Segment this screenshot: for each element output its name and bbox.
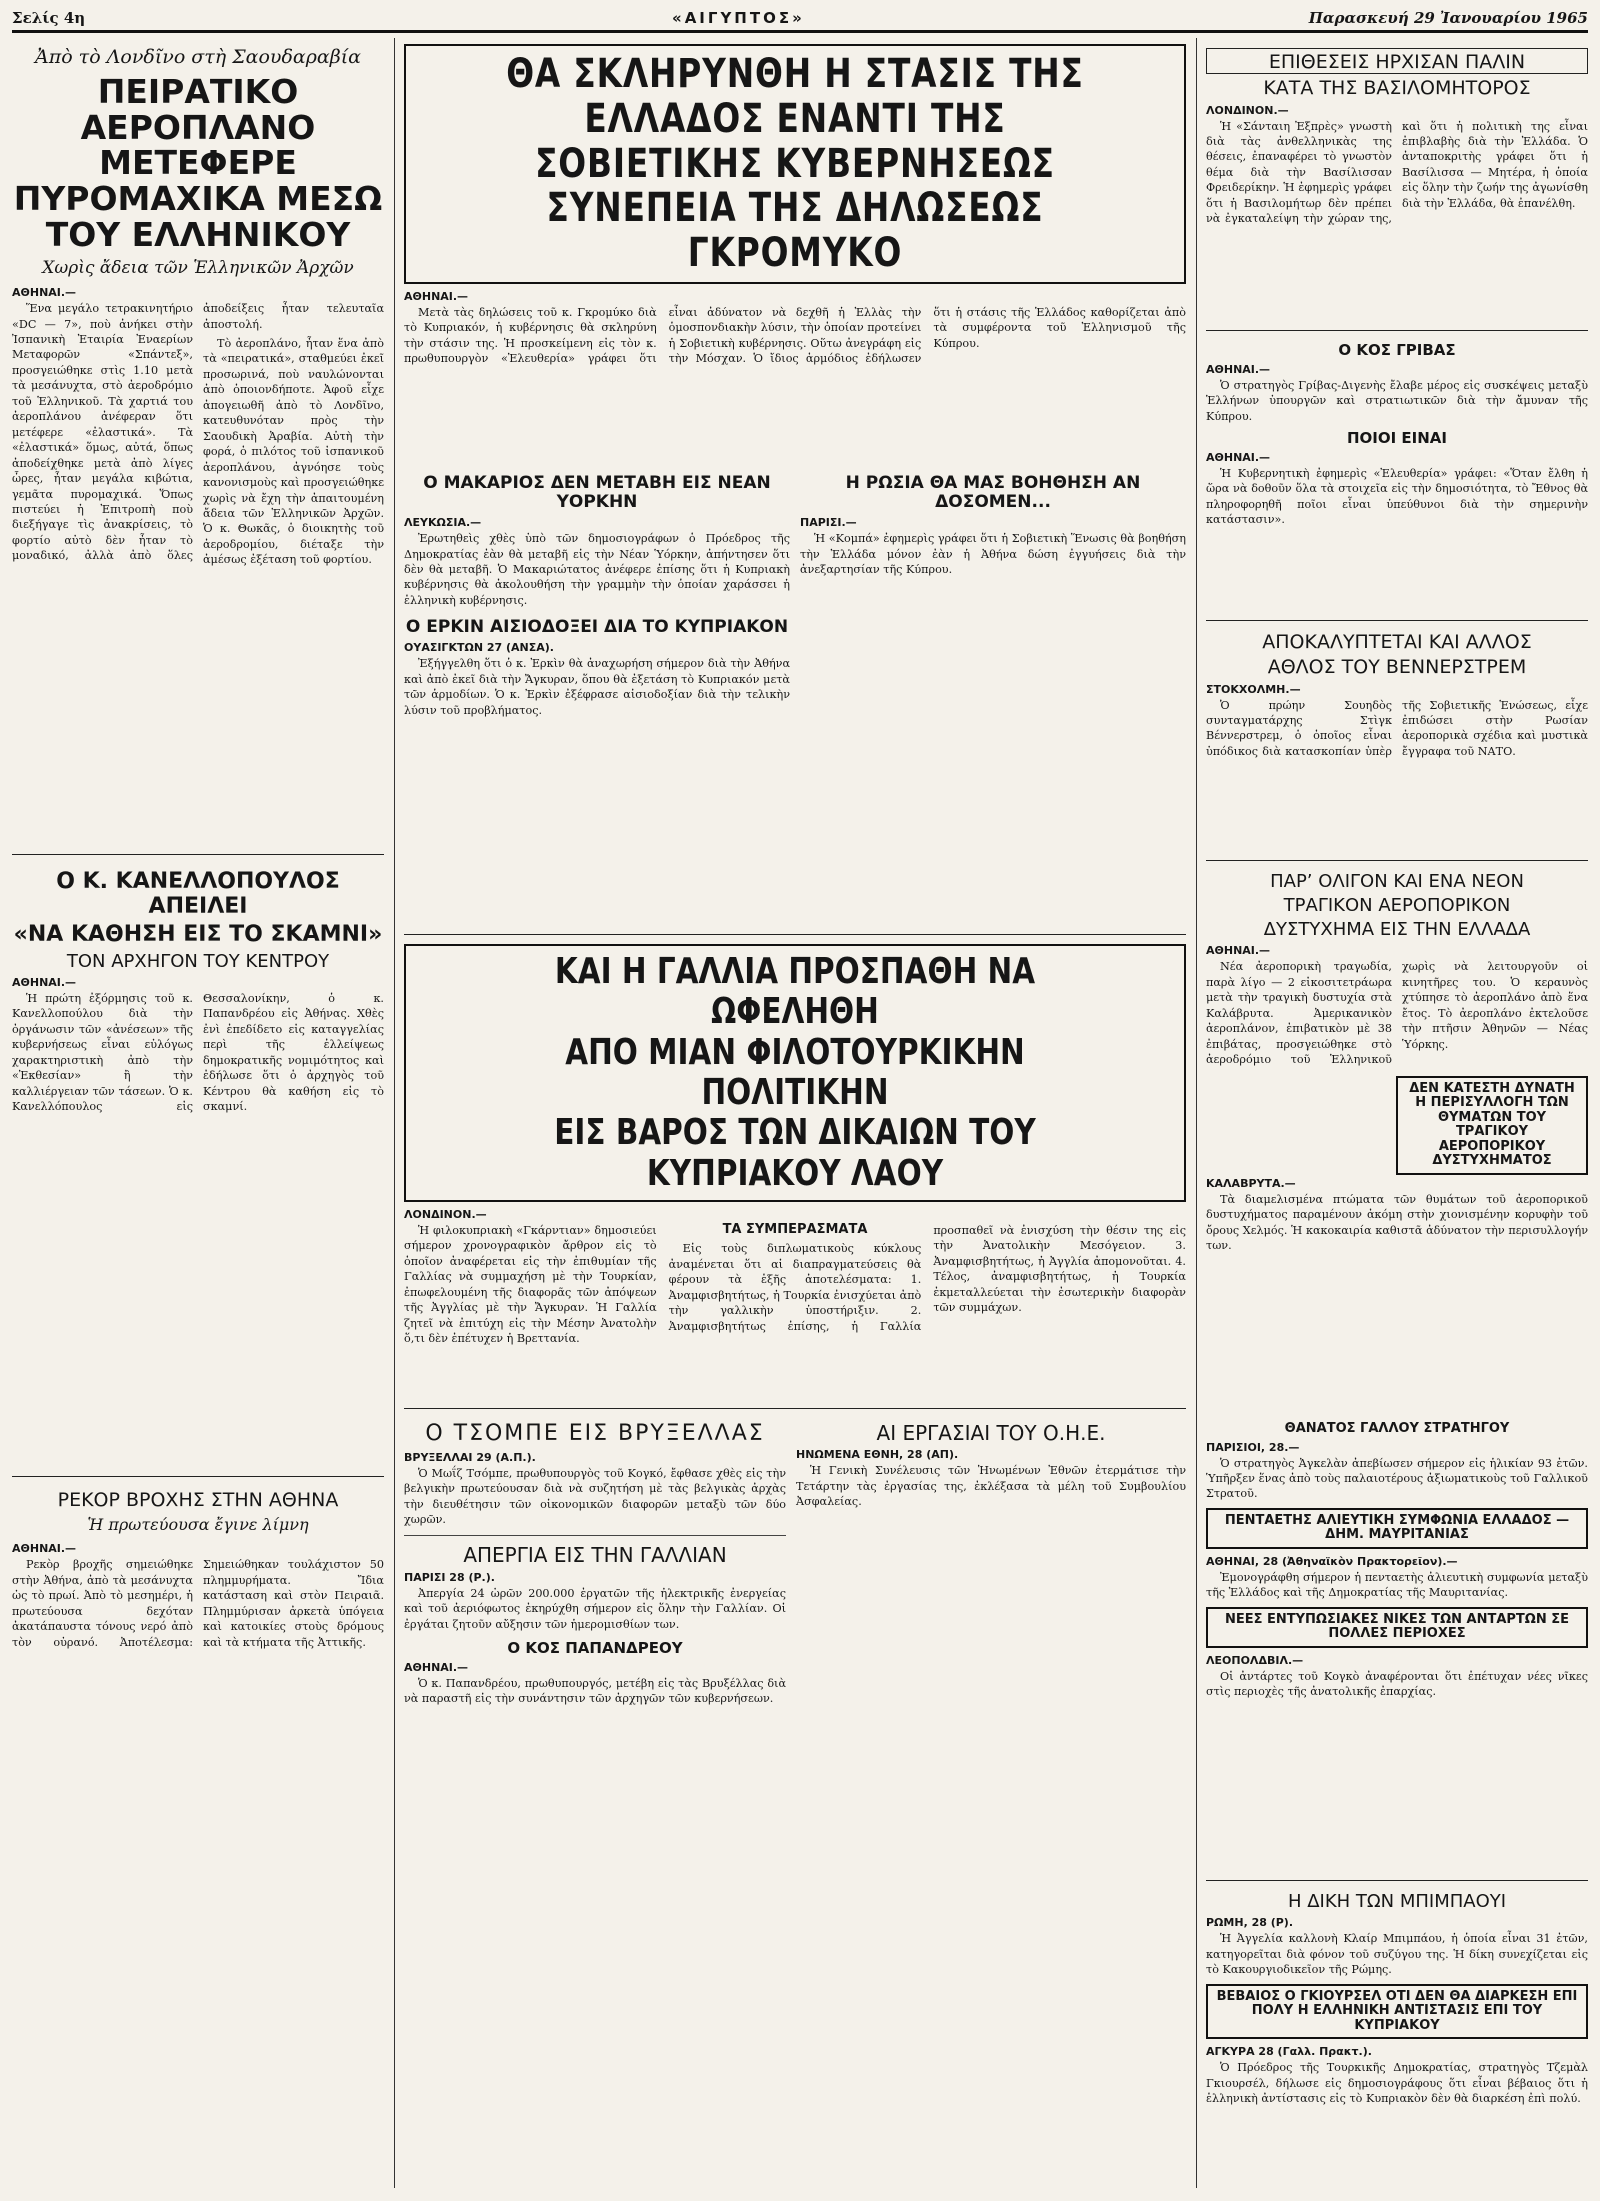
article-tshombe	[404, 1418, 786, 1711]
article-dateline: ΑΘΗΝΑΙ.—	[12, 286, 77, 300]
article-body	[796, 1463, 1186, 1509]
article-headline: Ο ΜΑΚΑΡΙΟΣ ΔΕΝ ΜΕΤΑΒΗ ΕΙΣ ΝΕΑΝ ΥΟΡΚΗΝ	[423, 473, 771, 513]
article-headline: ΠΟΙΟΙ ΕΙΝΑΙ	[1346, 429, 1447, 448]
article-body	[404, 1676, 786, 1707]
article-body	[404, 1466, 786, 1528]
article-rain-record	[12, 1486, 384, 1652]
article-paragraph: Ἡ Ἀγγελία καλλονὴ Κλαίρ Μπιμπάου, ἡ ὁποία εἶναι 31 ἐτῶν, κατηγορεῖται διὰ φόνον τοῦ συζύγου της. Ἡ δίκη συνεχίζεται εἰς τὸ Κακουργιοδικεῖον τῆς Ρώμης.	[1206, 1932, 1588, 1977]
article-paragraph: Ἡ Κυβερνητικὴ ἐφημερὶς «Ἐλευθερία» γράφει: «Ὅταν ἔλθη ἡ ὥρα νὰ δοθοῦν ὅλα τὰ στοιχεῖα εἰς τὴν δημοσιότητα, τὸ Ἔθνος θὰ πληροφορηθῆ ποῖοι εἶναι ὑπεύθυνοι διὰ τὴν σημερινὴν κατάστασιν».	[1206, 466, 1588, 527]
divider	[404, 1535, 786, 1536]
article-makarios	[404, 470, 790, 722]
article-headline: Η ΡΩΣΙΑ ΘΑ ΜΑΣ ΒΟΗΘΗΣΗ ΑΝ ΔΟΣΟΜΕΝ...	[845, 473, 1141, 513]
article-headline: Ο ΚΟΣ ΠΑΠΑΝΔΡΕΟΥ	[507, 1639, 683, 1658]
article-paragraph: Ὁ στρατηγὸς Γρίβας-Διγενὴς ἔλαβε μέρος εἰς συσκέψεις μεταξὺ Ἑλλήνων ὑπουργῶν καὶ στρατιωτικῶν διὰ τὴν ἄμυναν τῆς Κύπρου.	[1206, 378, 1588, 423]
article-body	[404, 1586, 786, 1632]
article-body	[1206, 1931, 1588, 1977]
article-near-crash	[1206, 868, 1588, 1258]
article-paragraph: Ἀπεργία 24 ὡρῶν 200.000 ἐργατῶν τῆς ἠλεκτρικῆς ἐνεργείας καὶ τοῦ ἀεριόφωτος ἐκηρύχθη σήμερον εἰς ὅλην τὴν Γαλλίαν. Οἱ ἐργάται ζητοῦν αὔξησιν τῶν ἡμερομισθίων των.	[404, 1586, 786, 1631]
masthead	[12, 6, 1588, 33]
article-dateline: ΑΘΗΝΑΙ.—	[12, 976, 77, 990]
article-headline: ΡΕΚΟΡ ΒΡΟΧΗΣ ΣΤΗΝ ΑΘΗΝΑ	[57, 1489, 339, 1511]
article-dateline: ΣΤΟΚΧΟΛΜΗ.—	[1206, 682, 1301, 696]
article-russia-help	[800, 470, 1186, 581]
article-paragraph: Νέα ἀεροπορικὴ τραγωδία, παρὰ λίγο — 2 εἰκοσιτετράωρα μετὰ τὴν τραγικὴ δυστυχία στὰ Καλάβρυτα. Ἀμερικανικὸν ἀεροπλάνον, ἐπιβατικὸν μὲ 38 ἐπιβάτας, προσγειώθηκε στὸ ἀεροδρόμιο τοῦ Ἑλληνικοῦ χωρὶς νὰ λειτουργοῦν οἱ κινητῆρες του. Ὁ κεραυνὸς χτύπησε τὸ ἀεροπλάνο ἀπὸ ἕνα ἔτος. Τὸ ἀεροπλάνο ἐκτελοῦσε τὴν πτῆσιν Ἀθηνῶν — Νέας Ὑόρκης.	[1206, 960, 1588, 1067]
article-dateline: ΠΑΡΙΣΙΟΙ, 28.—	[1206, 1440, 1300, 1454]
article-paragraph: Ρεκὸρ βροχῆς σημειώθηκε στὴν Ἀθήνα, ἀπὸ τὰ μεσάνυχτα ὡς τὸ πρωί. Ἀπὸ τὸ μεσημέρι, ἡ πρωτεύουσα δεχόταν ἀκατάπαυστα τόνους νερό ἀπὸ τὸν οὐρανό. Ἀποτέλεσμα: Σημειώθηκαν τουλάχιστον 50 πλημμυρήματα. Ἴδια κατάσταση καὶ στὸν Πειραιᾶ. Πλημμύρισαν ἀρκετὰ ὑπόγεια καὶ κατοικίες στοὺς δρόμους καὶ τὰ κτήματα τῆς Ἀττικῆς.	[12, 1558, 384, 1649]
article-dateline: ΠΑΡΙΣΙ.—	[800, 516, 857, 530]
article-headline: ΘΑΝΑΤΟΣ ΓΑΛΛΟΥ ΣΤΡΑΤΗΓΟΥ	[1284, 1421, 1510, 1436]
article-grivas	[1206, 338, 1588, 532]
article-paragraph: Τὸ ἀεροπλάνο, ἦταν ἕνα ἀπὸ τὰ «πειρατικά», σταθμεύει ἐκεῖ προσωρινά, ποὺ ναυλώνονται ἀπὸ ὁποιονδήποτε. Ἀφοῦ εἶχε ἀπογειωθῆ ἀπὸ τὸ Λονδῖνο, κατευθυνόταν πρὸς τὴν Σαουδικὴ Ἀραβία. Αὐτὴ τὴν φορά, ὁ πιλότος τοῦ ἰσπανικοῦ ἀεροπλάνου, ἀγνόησε τοὺς κανονισμοὺς καὶ προσγειώθηκε χωρὶς νὰ ἔχη τὴν ἀπαιτουμένη ἄδεια τῶν Ἑλληνικῶν Ἀρχῶν. Ὁ κ. Θωκᾶς, ὁ διοικητὴς τοῦ ἀεροδρομίου, διέταξε τὴν ἀμέσως ἐξέταση τοῦ φορτίου.	[203, 337, 384, 567]
article-headline: Ο ΚΟΣ ΓΡΙΒΑΣ	[1338, 341, 1456, 359]
article-paragraph: Ἕνα μεγάλο τετρακινητήριο «DC — 7», ποὺ ἀνήκει στὴν Ἰσπανικὴ Ἑταιρία Ἐναερίων Μεταφορῶν «Σπάντεξ», προσγειώθηκε στὶς 1.10 μετὰ τὰ μεσάνυχτα, στὸ ἀεροδρόμιο τοῦ Ἑλληνικοῦ. Τὰ χαρτιά του ἀεροπλάνου ἀνέφεραν ὅτι μετέφερε «ἐλαστικά». Τὰ «ἐλαστικά» ὅμως, αὐτά, ὅπως ἀποδείχθηκε μετὰ ἀπὸ λίγες ὧρες, ἦταν μεγάλα κιβώτια, γεμᾶτα πυρομαχικά. Ὅπως πιστεύει ἡ Ἐπιτροπὴ ποὺ διεξήγαγε τὶς ἀνακρίσεις, τὸ φορτίο αὐτὸ δὲν ἦταν τὸ μοναδικό, ἀλλὰ ἀπὸ ὅλες ἀποδείξεις ἦταν τελευταῖα ἀποστολή.	[12, 302, 384, 563]
article-paragraph: Ἡ πρώτη ἐξόρμησις τοῦ κ. Κανελλοπούλου διὰ τὴν ὀργάνωσιν τῶν «ἀνέσεων» τῆς κυβερνήσεως εἶναι εὐλόγως χαρακτηριστικὴ ἀπὸ τὴν «Ἐκθεσίαν» ἢ τὴν καλλιέργειαν τῶν τάσεων. Ὁ κ. Κανελλόπουλος εἰς Θεσσαλονίκην, ὁ κ. Παπανδρέου εἰς Ἀθήνας. Χθὲς ἐνὶ ἐπεδίδετο εἰς καταγγελίας περὶ τῆς ἐλλείψεως δημοκρατικῆς νομιμότητος καὶ ἐδήλωσε ὅτι ὁ ἀρχηγὸς τοῦ Κέντρου θὰ καθήση εἰς τὸ σκαμνί.	[12, 992, 384, 1114]
article-headline: Ο ΤΣΟΜΠΕ ΕΙΣ ΒΡΥΞΕΛΛΑΣ	[425, 1421, 765, 1446]
headline-box	[404, 44, 1186, 284]
article-headline: ΑΠΕΡΓΙΑ ΕΙΣ ΤΗΝ ΓΑΛΛΙΑΝ	[463, 1543, 727, 1568]
article-dateline: ΠΑΡΙΣΙ 28 (Ρ.).	[404, 1570, 495, 1584]
article-headline: ΠΑΡ’ ΟΛΙΓΟΝ ΚΑΙ ΕΝΑ ΝΕΟΝ	[1270, 871, 1524, 892]
article-body	[404, 656, 790, 718]
article-headline: ΑΙ ΕΡΓΑΣΙΑΙ ΤΟΥ Ο.Η.Ε.	[876, 1421, 1106, 1445]
article-bimbau-trial	[1206, 1888, 1588, 2111]
article-body	[800, 531, 1186, 577]
section-divider	[404, 934, 1186, 935]
article-headline: ΕΙΣ ΒΑΡΟΣ ΤΩΝ ΔΙΚΑΙΩΝ ΤΟΥ ΚΥΠΡΙΑΚΟΥ ΛΑΟΥ	[554, 1112, 1036, 1194]
article-headline: ΠΕΙΡΑΤΙΚΟ ΑΕΡΟΠΛΑΝΟ ΜΕΤΕΦΕΡΕ ΠΥΡΟΜΑΧΙΚΑ ΜΕΣΩ ΤΟΥ ΕΛΛΗΝΙΚΟΥ	[13, 72, 383, 254]
article-body	[1206, 1570, 1588, 1601]
article-dateline: ΒΡΥΞΕΛΛΑΙ 29 (Α.Π.).	[404, 1450, 536, 1464]
article-dateline: ΑΘΗΝΑΙ.—	[12, 1542, 77, 1556]
article-headline: ΘΑ ΣΚΛΗΡΥΝΘΗ Η ΣΤΑΣΙΣ ΤΗΣ ΕΛΛΑΔΟΣ ΕΝΑΝΤΙ ΤΗΣ ΣΟΒΙΕΤΙΚΗΣ ΚΥΒΕΡΝΗΣΕΩΣ ΣΥΝΕΠΕΙΑ ΤΗΣ ΔΗΛΩΣΕΩΣ ΓΚΡΟΜΥΚΟ	[506, 51, 1084, 277]
article-dateline: ΡΩΜΗ, 28 (Ρ).	[1206, 1916, 1294, 1930]
article-paragraph: Οἱ ἀντάρτες τοῦ Κογκὸ ἀναφέρονται ὅτι ἐπέτυχαν νέες νῖκες στὶς περιοχὲς τῆς ἀνατολικῆς ἐπαρχίας.	[1206, 1670, 1588, 1699]
article-dateline: ΛΕΥΚΩΣΙΑ.—	[404, 516, 482, 530]
article-headline: ΑΠΟΚΑΛΥΠΤΕΤΑΙ ΚΑΙ ΑΛΛΟΣ	[1262, 631, 1532, 653]
article-subheadline: Χωρὶς ἄδεια τῶν Ἑλληνικῶν Ἀρχῶν	[42, 258, 354, 279]
article-body	[404, 531, 790, 608]
column-rule	[394, 38, 395, 2188]
article-kanellopoulos	[12, 866, 384, 1117]
article-headline: ΤΡΑΓΙΚΟΝ ΑΕΡΟΠΟΡΙΚΟΝ	[1283, 895, 1511, 917]
issue-date: Παρασκευή 29 Ἰανουαρίου 1965	[1308, 9, 1588, 27]
article-headline: Ο Κ. ΚΑΝΕΛΛΟΠΟΥΛΟΣ ΑΠΕΙΛΕΙ	[56, 869, 340, 919]
article-headline: ΑΠΟ ΜΙΑΝ ΦΙΛΟΤΟΥΡΚΙΚΗΝ ΠΟΛΙΤΙΚΗΝ	[565, 1031, 1025, 1113]
article-paragraph: Ὁ Μωΐζ Τσόμπε, πρωθυπουργὸς τοῦ Κογκό, ἔφθασε χθὲς εἰς τὴν βελγικὴν πρωτεύουσαν διὰ νὰ συζητήση μὲ τὰς βελγικὰς ἀρχὰς τὴν διευθέτησιν τῶν οἰκονομικῶν διαφορῶν μεταξὺ τῶν δύο χωρῶν.	[404, 1466, 786, 1526]
article-body	[12, 301, 384, 568]
article-pirate-plane	[12, 46, 384, 568]
headline-box	[1396, 1076, 1588, 1175]
article-paragraph: Μετὰ τὰς δηλώσεις τοῦ κ. Γκρομύκο διὰ τὸ Κυπριακόν, ἡ κυβέρνησις θὰ σκληρύνη τὴν στάσιν της. Ἡ προσκείμενη εἰς τὸν κ. πρωθυπουργὸν «Ἐλευθερία» γράφει ὅτι εἶναι ἀδύνατον νὰ δεχθῆ ἡ Ἑλλὰς τὴν ὁμοσπονδιακὴν λύσιν, τὴν ὁποίαν προτείνει ἡ Σοβιετικὴ κυβέρνησις. Οὕτω ἀνεγράφη εἰς τὴν Μόσχαν. Ὁ ἴδιος ἁρμόδιος ἐδήλωσεν ὅτι ἡ στάσις τῆς Ἑλλάδος καθορίζεται ἀπὸ τὰ συμφέροντα τοῦ Ἑλληνισμοῦ τῆς Κύπρου.	[404, 305, 1186, 366]
article-headline: ΠΕΝΤΑΕΤΗΣ ΑΛΙΕΥΤΙΚΗ ΣΥΜΦΩΝΙΑ ΕΛΛΑΔΟΣ — ΔΗΜ. ΜΑΥΡΙΤΑΝΙΑΣ	[1224, 1512, 1570, 1543]
article-body	[404, 305, 1186, 367]
article-headline: ΑΘΛΟΣ ΤΟΥ ΒΕΝΝΕΡΣΤΡΕΜ	[1267, 656, 1527, 679]
section-divider	[12, 854, 384, 855]
article-headline: ΕΠΙΘΕΣΕΙΣ ΗΡΧΙΣΑΝ ΠΑΛΙΝ	[1206, 48, 1588, 74]
article-dateline: ΛΟΝΔΙΝΟΝ.—	[404, 1207, 487, 1221]
article-paragraph: Τὰ διαμελισμένα πτώματα τῶν θυμάτων τοῦ ἀεροπορικοῦ δυστυχήματος παραμένουν ἀκόμη στὴν χιονισμένην κορυφὴν τοῦ ὄρους Χελμός. Ἡ κακοκαιρία καθιστᾶ ἀδύνατον τὴν περισυλλογήν των.	[1206, 1192, 1588, 1253]
article-body	[12, 991, 384, 1117]
article-dateline: ΗΝΩΜΕΝΑ ΕΘΝΗ, 28 (ΑΠ).	[796, 1448, 959, 1462]
article-paragraph: Εἰς τοὺς διπλωματικοὺς κύκλους ἀναμένεται ὅτι αἱ διαπραγματεύσεις θὰ φέρουν τὰ ἑξῆς ἀποτελέσματα: 1. Ἀναμφισβητήτως, ἡ Τουρκία ἐνισχύεται ἀπὸ τὴν γαλλικὴν ὑποστήριξιν. 2. Ἀναμφισβητήτως ἐπίσης, ἡ Γαλλία προσπαθεῖ νὰ ἐνισχύση τὴν θέσιν της εἰς τὴν Ἀνατολικὴν Μεσόγειον. 3. Ἀναμφισβητήτως, ἡ Ἀγγλία ἀπομονοῦται. 4. Τέλος, ἀναμφισβητήτως, ἡ Τουρκία ἐκμεταλλεύεται τὴν ἐσωτερικὴν διαφορὰν τῶν συμμάχων.	[668, 1223, 1186, 1333]
article-paragraph: Ἡ φιλοκυπριακὴ «Γκάρντιαν» δημοσιεύει σήμερον χρονογραφικὸν ἄρθρον εἰς τὸ ὁποῖον ἀναφέρεται εἰς τὴν ἐπιθυμίαν τῆς Γαλλίας νὰ συμμαχήση μὲ τὴν Τουρκίαν, ἐπωφελουμένη τῆς διαφορᾶς τῶν ἀπόψεων τῆς Ἀγγλίας μὲ τὴν Ἄγκυραν. Ἡ Γαλλία ζητεῖ νὰ ἐπιτύχη εἰς τὴν Μέσην Ἀνατολὴν ὅ,τι δὲν ἐπέτυχεν ἡ Βρεττανία.	[404, 1223, 657, 1346]
article-headline: Η ΔΙΚΗ ΤΩΝ ΜΠΙΜΠΑΟΥΙ	[1287, 1891, 1507, 1912]
article-body	[1206, 2060, 1588, 2106]
article-dateline: ΛΟΝΔΙΝΟΝ.—	[1206, 103, 1289, 117]
article-body	[1206, 1192, 1588, 1254]
article-paragraph: Ἐρωτηθεὶς χθὲς ὑπὸ τῶν δημοσιογράφων ὁ Πρόεδρος τῆς Δημοκρατίας ἐὰν θὰ μεταβῆ εἰς τὴν Νέαν Ὑόρκην, ἀπήντησεν ὅτι δὲν θὰ μεταβῆ. Ὁ Μακαριώτατος ἀνέφερε ἐπίσης ὅτι ἡ Κυπριακὴ κυβέρνησις θὰ ἀκολουθήση τὴν γραμμὴν τὴν ὁποίαν χαράσσει ἡ ἑλληνικὴ κυβέρνησις.	[404, 532, 790, 607]
article-paragraph: Ἐμονογράφθη σήμερον ἡ πενταετὴς ἀλιευτικὴ συμφωνία μεταξὺ τῆς Ἑλλάδος καὶ τῆς Δημοκρατίας τῆς Μαυριτανίας.	[1206, 1571, 1588, 1600]
article-paragraph: Ὁ στρατηγὸς Ἀγκελὰν ἀπεβίωσεν σήμερον εἰς ἡλικίαν 93 ἐτῶν. Ὑπῆρξεν ἕνας ἀπὸ τοὺς παλαιοτέρους ἀξιωματικοὺς τοῦ Γαλλικοῦ Στρατοῦ.	[1206, 1456, 1588, 1501]
section-divider	[1206, 330, 1588, 331]
headline-box	[1206, 1607, 1588, 1648]
article-headline: ΔΕΝ ΚΑΤΕΣΤΗ ΔΥΝΑΤΗ Η ΠΕΡΙΣΥΛΛΟΓΗ ΤΩΝ ΘΥΜΑΤΩΝ ΤΟΥ ΤΡΑΓΙΚΟΥ ΑΕΡΟΠΟΡΙΚΟΥ ΔΥΣΤΥΧΗΜΑΤΟΣ	[1409, 1080, 1575, 1169]
article-un	[796, 1418, 1186, 1514]
headline-box	[404, 944, 1186, 1202]
article-headline: «ΝΑ ΚΑΘΗΣΗ ΕΙΣ ΤΟ ΣΚΑΜΝΙ»	[13, 922, 383, 948]
article-headline: ΒΕΒΑΙΟΣ Ο ΓΚΙΟΥΡΣΕΛ ΟΤΙ ΔΕΝ ΘΑ ΔΙΑΡΚΕΣΗ ΕΠΙ ΠΟΛΥ Η ΕΛΛΗΝΙΚΗ ΑΝΤΙΣΤΑΣΙΣ ΕΠΙ ΤΟΥ ΚΥΠΡΙΑΚΟΥ	[1216, 1988, 1578, 2033]
article-headline: ΚΑΙ Η ΓΑΛΛΙΑ ΠΡΟΣΠΑΘΗ ΝΑ ΩΦΕΛΗΘΗ	[554, 951, 1036, 1033]
section-divider	[1206, 620, 1588, 621]
article-paragraph: Ἐξήγγελθη ὅτι ὁ κ. Ἐρκὶν θὰ ἀναχωρήση σήμερον διὰ τὴν Ἀθήνα καὶ ἀπὸ ἐκεῖ διὰ τὴν Ἄγκυραν, ὅπου θὰ ἐξετάση τὸ Κυπριακόν μετὰ τῶν ἁρμοδίων. Ὁ κ. Ἐρκὶν ἐξέφρασε αἰσιοδοξίαν διὰ τὴν τελικὴν λύσιν τοῦ προβλήματος.	[404, 657, 790, 717]
article-kicker: Ἀπὸ τὸ Λονδῖνο στὴ Σαουδαραβία	[35, 46, 361, 68]
headline-box	[1206, 1508, 1588, 1549]
section-divider	[1206, 1880, 1588, 1881]
article-paragraph: Ὁ Πρόεδρος τῆς Τουρκικῆς Δημοκρατίας, στρατηγὸς Τζεμὰλ Γκιουρσέλ, δήλωσε εἰς δημοσιογράφους ὅτι εἶναι βέβαιος ὅτι ἡ ἑλληνικὴ ἀντίστασις εἰς τὸ Κυπριακὸν δὲν θὰ διαρκέση ἐπὶ πολύ.	[1206, 2061, 1588, 2106]
article-general-death	[1206, 1418, 1588, 1704]
article-dateline: ΑΘΗΝΑΙ.—	[1206, 362, 1271, 376]
article-dateline: ΑΘΗΝΑΙ.—	[404, 1660, 469, 1674]
article-dateline: ΟΥΑΣΙΓΚΤΩΝ 27 (ΑΝΣΑ).	[404, 641, 554, 655]
article-body	[1206, 698, 1588, 762]
newspaper-title: «ΑΙΓΥΠΤΟΣ»	[672, 9, 805, 27]
article-paragraph: Ἡ «Κομπά» ἐφημερὶς γράφει ὅτι ἡ Σοβιετικὴ Ἕνωσις θὰ βοηθήση τὴν Ἑλλάδα μόνον ἐὰν ἡ Ἀθήνα δώση ἐγγυήσεις διὰ τὴν ἀνεξαρτησίαν τῆς Κύπρου.	[800, 532, 1186, 576]
section-divider	[1206, 860, 1588, 861]
article-paragraph: Ἡ Γενικὴ Συνέλευσις τῶν Ἡνωμένων Ἐθνῶν ἐτερμάτισε τὴν Τετάρτην τὰς ἐργασίας της, ἐκλέξασα τὰ μέλη τοῦ Συμβουλίου Ἀσφαλείας.	[796, 1464, 1186, 1509]
article-headline: ΤΟΝ ΑΡΧΗΓΟΝ ΤΟΥ ΚΕΝΤΡΟΥ	[66, 950, 330, 972]
column-rule	[1196, 38, 1197, 2188]
article-body	[1206, 1456, 1588, 1502]
article-paragraph: Ἡ «Σάνταιη Ἐξπρὲς» γνωστὴ διὰ τὰς ἀνθελληνικὰς της θέσεις, ἐπαναφέρει τὸ γνωστὸν θέμα διὰ τὴν Βασίλισσαν Φρειδερίκην. Ἡ ἐφημερὶς γράφει ὅτι ἡ Βασιλομήτωρ δὲν πρέπει νὰ ἐγκαταλείψη τὴν χώραν της, καὶ ὅτι ἡ πολιτικὴ της εἶναι ἐπιβλαβὴς διὰ τὴν Ἑλλάδα. Ὁ ἀνταποκριτὴς γράφει ὅτι ἡ Βασίλισσα — Μητέρα, ἡ ὁποία εἰς ὅλην τὴν ζωήν της ἀγωνίσθη διὰ τὴν Ἑλλάδα, θὰ ἐπανέλθη.	[1206, 119, 1588, 226]
headline-box	[1206, 1984, 1588, 2040]
article-dateline: ΑΓΚΥΡΑ 28 (Γαλλ. Πρακτ.).	[1206, 2045, 1372, 2059]
article-dateline: ΑΘΗΝΑΙ.—	[404, 289, 469, 303]
article-body	[12, 1557, 384, 1652]
article-wennerstrom	[1206, 628, 1588, 761]
page-number: Σελίς 4η	[12, 9, 86, 27]
section-divider	[12, 1476, 384, 1477]
article-body	[1206, 959, 1588, 1067]
article-body	[404, 1223, 1186, 1347]
article-dateline: ΛΕΟΠΟΛΔΒΙΛ.—	[1206, 1654, 1304, 1667]
article-dateline: ΑΘΗΝΑΙ.—	[1206, 450, 1271, 464]
article-headline: ΝΕΕΣ ΕΝΤΥΠΩΣΙΑΚΕΣ ΝΙΚΕΣ ΤΩΝ ΑΝΤΑΡΤΩΝ ΣΕ ΠΟΛΛΕΣ ΠΕΡΙΟΧΕΣ	[1224, 1611, 1570, 1642]
article-body	[1206, 1669, 1588, 1700]
article-paragraph: Ὁ κ. Παπανδρέου, πρωθυπουργός, μετέβη εἰς τὰς Βρυξέλλας διὰ νὰ παραστῆ εἰς τὴν συνάντησιν τῶν ἀρχηγῶν τῶν κυβερνήσεων.	[404, 1676, 786, 1706]
article-body	[1206, 378, 1588, 424]
article-dateline: ΚΑΛΑΒΡΥΤΑ.—	[1206, 1176, 1296, 1190]
article-headline: Ο ΕΡΚΙΝ ΑΙΣΙΟΔΟΞΕΙ ΔΙΑ ΤΟ ΚΥΠΡΙΑΚΟΝ	[405, 617, 789, 638]
article-subheadline: ΤΑ ΣΥΜΠΕΡΑΣΜΑΤΑ	[722, 1221, 868, 1237]
article-france-turkey	[404, 944, 1186, 1347]
article-body	[1206, 119, 1588, 227]
article-paragraph: Ὁ πρώην Σουηδὸς συνταγματάρχης Στὶγκ Βέννερστρεμ, ὁ ὁποῖος εἶναι ὑπόδικος διὰ κατασκοπίαν ὑπὲρ τῆς Σοβιετικῆς Ἑνώσεως, εἶχε ἐπιδώσει στὴν Ρωσίαν ἀεροπορικὰ σχέδια καὶ μυστικὰ ἔγγραφα τοῦ ΝΑΤΟ.	[1206, 698, 1588, 758]
article-dateline: ΑΘΗΝΑΙ.—	[1206, 944, 1271, 958]
article-subheadline: Ἡ πρωτεύουσα ἔγινε λίμνη	[87, 1515, 309, 1535]
article-dateline: ΑΘΗΝΑΙ, 28 (Ἀθηναϊκὸν Πρακτορεῖον).—	[1206, 1555, 1458, 1568]
article-headline: ΚΑΤΑ ΤΗΣ ΒΑΣΙΛΟΜΗΤΟΡΟΣ	[1263, 77, 1531, 100]
article-body	[1206, 466, 1588, 528]
article-headline: ΔΥΣΤΥΧΗΜΑ ΕΙΣ ΤΗΝ ΕΛΛΑΔΑ	[1263, 919, 1531, 941]
article-queen-mother	[1206, 44, 1588, 227]
section-divider	[404, 1408, 1186, 1409]
article-greek-stance	[404, 44, 1186, 367]
